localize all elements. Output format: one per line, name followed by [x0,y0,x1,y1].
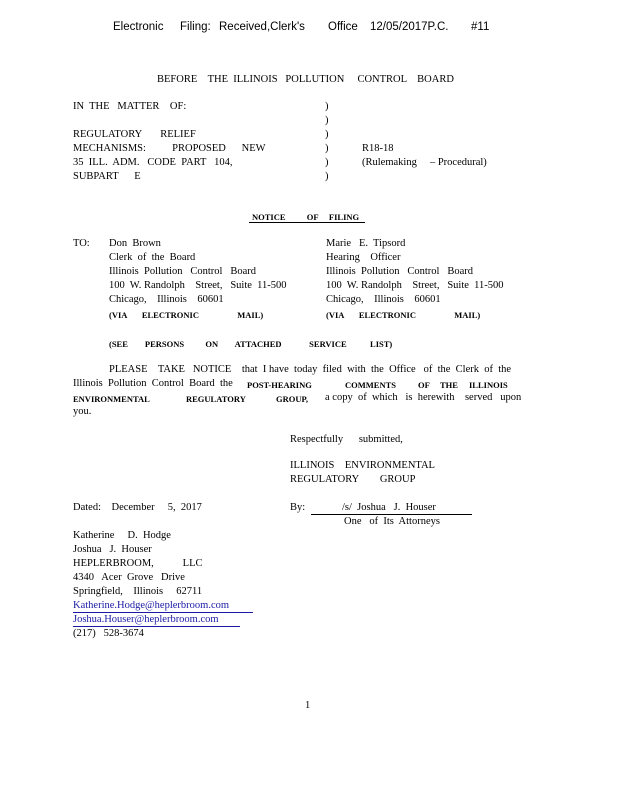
caption-paren: ) [325,157,329,168]
body-bold-illinois: ILLINOIS [469,380,508,390]
filing-stamp-date: 12/05/2017P.C. [370,21,449,33]
document-title: BEFORE THE ILLINOIS POLLUTION CONTROL BOARD [157,74,454,85]
recipient1-city: Chicago, Illinois 60601 [109,294,224,305]
caption-line-regulatory: REGULATORY RELIEF [73,129,196,140]
recipient1-street: 100 W. Randolph Street, Suite 11-500 [109,280,287,291]
body-line-1: PLEASE TAKE NOTICE that I have today filed with the Office of the Clerk of the [109,364,512,375]
recipient1-org: Illinois Pollution Control Board [109,266,257,277]
body-bold-the: THE [440,380,458,390]
to-label: TO: [73,238,90,249]
filing-stamp-received: Received,Clerk's [219,21,305,33]
signatory-group-line2: REGULATORY GROUP [290,474,416,485]
signature: /s/ Joshua J. Houser [342,502,436,513]
attorney-firm: HEPLERBROOM, LLC [73,558,203,569]
caption-line-subpart: SUBPART E [73,171,141,182]
caption-paren: ) [325,129,329,140]
dated-line: Dated: December 5, 2017 [73,502,202,513]
recipient1-title: Clerk of the Board [109,252,196,263]
notice-heading: NOTICE OF FILING [252,212,360,222]
filing-stamp-office: Office [328,21,358,33]
respectfully-submitted: Respectfully submitted, [290,434,403,445]
attorney-name-1: Katherine D. Hodge [73,530,171,541]
recipient2-city: Chicago, Illinois 60601 [326,294,441,305]
body-bold-environmental: ENVIRONMENTAL [73,394,150,404]
attorney-name-2: Joshua J. Houser [73,544,152,555]
caption-paren: ) [325,171,329,182]
filing-stamp-filing: Filing: [180,21,211,33]
recipient2-via: (VIA ELECTRONIC MAIL) [326,310,481,320]
body-line-4: you. [73,406,92,417]
body-bold-regulatory: REGULATORY [186,394,246,404]
body-bold-post-hearing: POST-HEARING [247,380,312,390]
docket-type: (Rulemaking – Procedural) [362,157,487,168]
recipient2-org: Illinois Pollution Control Board [326,266,474,277]
docket-number: R18-18 [362,143,394,154]
recipient2-name: Marie E. Tipsord [326,238,406,249]
filing-stamp-electronic: Electronic [113,21,164,33]
caption-paren: ) [325,101,329,112]
caption-paren: ) [325,143,329,154]
email-link-hodge[interactable]: Katherine.Hodge@heplerbroom.com [73,600,230,611]
service-list-note: (SEE PERSONS ON ATTACHED SERVICE LIST) [109,339,393,349]
email-link-houser[interactable]: Joshua.Houser@heplerbroom.com [73,614,219,625]
attorney-street: 4340 Acer Grove Drive [73,572,185,583]
body-bold-comments: COMMENTS [345,380,396,390]
recipient2-street: 100 W. Randolph Street, Suite 11-500 [326,280,504,291]
by-label: By: [290,502,306,513]
body-line-2: Illinois Pollution Control Board the [73,378,233,389]
signatory-group-line1: ILLINOIS ENVIRONMENTAL [290,460,435,471]
caption-in-the-matter: IN THE MATTER OF: [73,101,187,112]
body-line-3: a copy of which is herewith served upon [325,392,522,403]
recipient2-title: Hearing Officer [326,252,401,263]
caption-line-mechanisms: MECHANISMS: PROPOSED NEW [73,143,266,154]
body-bold-of: OF [418,380,430,390]
body-bold-group: GROUP, [276,394,309,404]
filing-stamp-number: #11 [471,21,490,33]
recipient1-name: Don Brown [109,238,161,249]
notice-heading-underline [249,222,365,223]
caption-paren: ) [325,115,329,126]
page-number: 1 [305,700,311,711]
attorney-city: Springfield, Illinois 62711 [73,586,203,597]
one-of-its-attorneys: One of Its Attorneys [344,516,440,527]
caption-line-code: 35 ILL. ADM. CODE PART 104, [73,157,233,168]
attorney-phone: (217) 528-3674 [73,628,144,639]
recipient1-via: (VIA ELECTRONIC MAIL) [109,310,264,320]
